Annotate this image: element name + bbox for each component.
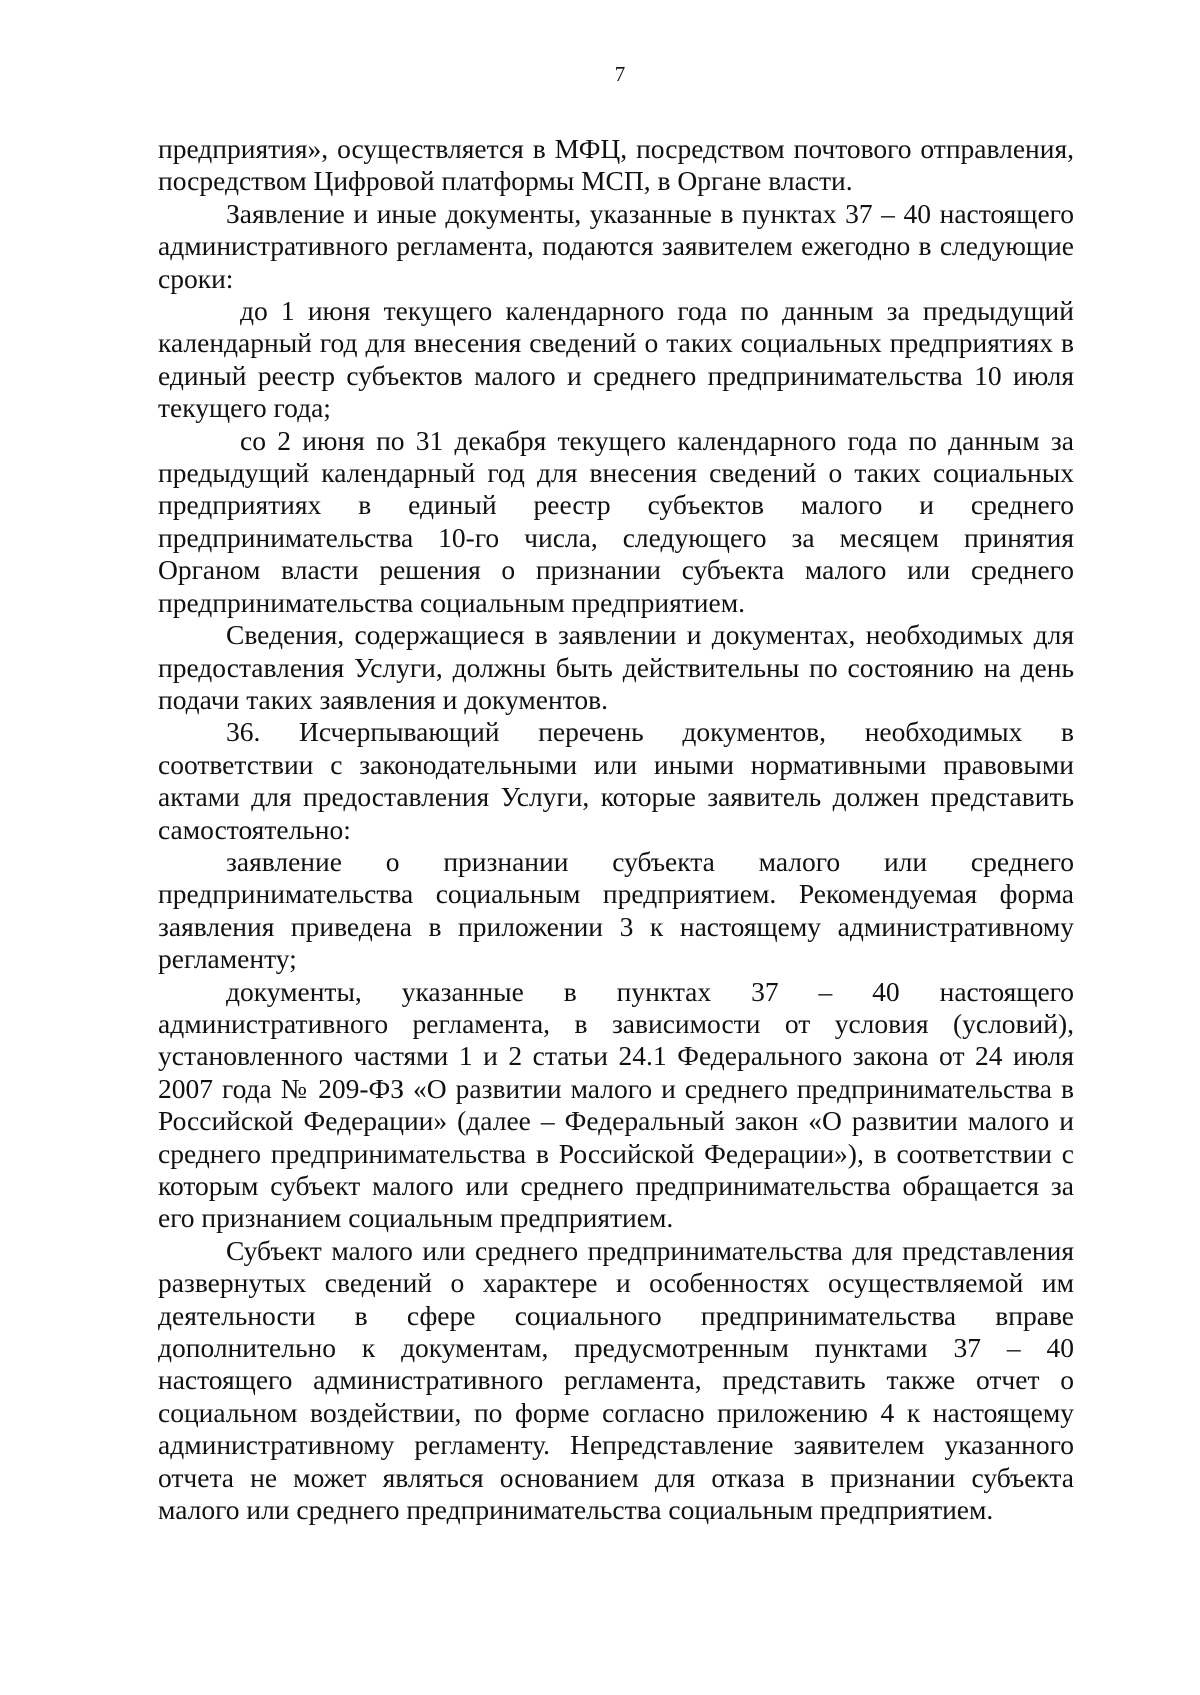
paragraph-item-36: 36. Исчерпывающий перечень документов, необходимых в соответствии с законодательными или иными нормативными правовыми актами для предоставления Услуги, которые заявитель должен представить самостоятельно: <box>158 716 1074 845</box>
paragraph-deadline-june-1: до 1 июня текущего календарного года по данным за предыдущий календарный год для внесения сведений о таких социальных предприятиях в единый реестр субъектов малого и среднего предпринимательства 10 июля текущего года; <box>158 295 1074 424</box>
paragraph-deadline-june-2-december-31: со 2 июня по 31 декабря текущего календарного года по данным за предыдущий календарный год для внесения сведений о таких социальных предприятиях в единый реестр субъектов малого и среднего предпринимательства 10-го числа, следующего за месяцем принятия Органом власти решения о признании субъекта малого или среднего предпринимательства социальным предприятием. <box>158 424 1074 618</box>
paragraph-application-form: заявление о признании субъекта малого или среднего предпринимательства социальным предприятием. Рекомендуемая форма заявления приведена в приложении 3 к настоящему административному регламенту; <box>158 845 1074 975</box>
page-number: 7 <box>614 62 626 86</box>
paragraph-social-impact-report: Субъект малого или среднего предпринимательства для представления развернутых сведений о характере и особенностях осуществляемой им деятельности в сфере социального предпринимательства вправе дополнительно к документам, предусмотренным пунктами 37 – 40 настоящего административного регламента, представить также отчет о социальном воздействии, по форме согласно приложению 4 к настоящему административному регламенту. Непредставление заявителем указанного отчета не может являться основанием для отказа в признании субъекта малого или среднего предпринимательства социальным предприятием. <box>158 1234 1074 1526</box>
paragraph-continuation: предприятия», осуществляется в МФЦ, посредством почтового отправления, посредством Цифровой платформы МСП, в Органе власти. <box>158 133 1074 197</box>
paragraph-application-deadlines: Заявление и иные документы, указанные в пунктах 37 – 40 настоящего административного регламента, подаются заявителем ежегодно в следующие сроки: <box>158 197 1074 294</box>
document-body <box>158 133 1074 1526</box>
paragraph-information-validity: Сведения, содержащиеся в заявлении и документах, необходимых для предоставления Услуги, должны быть действительны по состоянию на день подачи таких заявления и документов. <box>158 619 1074 715</box>
paragraph-documents-37-40: документы, указанные в пунктах 37 – 40 настоящего административного регламента, в зависимости от условия (условий), установленного частями 1 и 2 статьи 24.1 Федерального закона от 24 июля 2007 года № 209-ФЗ «О развитии малого и среднего предпринимательства в Российской Федерации» (далее – Федеральный закон «О развитии малого и среднего предпринимательства в Российской Федерации»), в соответствии с которым субъект малого или среднего предпринимательства обращается за его признанием социальным предприятием. <box>158 975 1074 1234</box>
